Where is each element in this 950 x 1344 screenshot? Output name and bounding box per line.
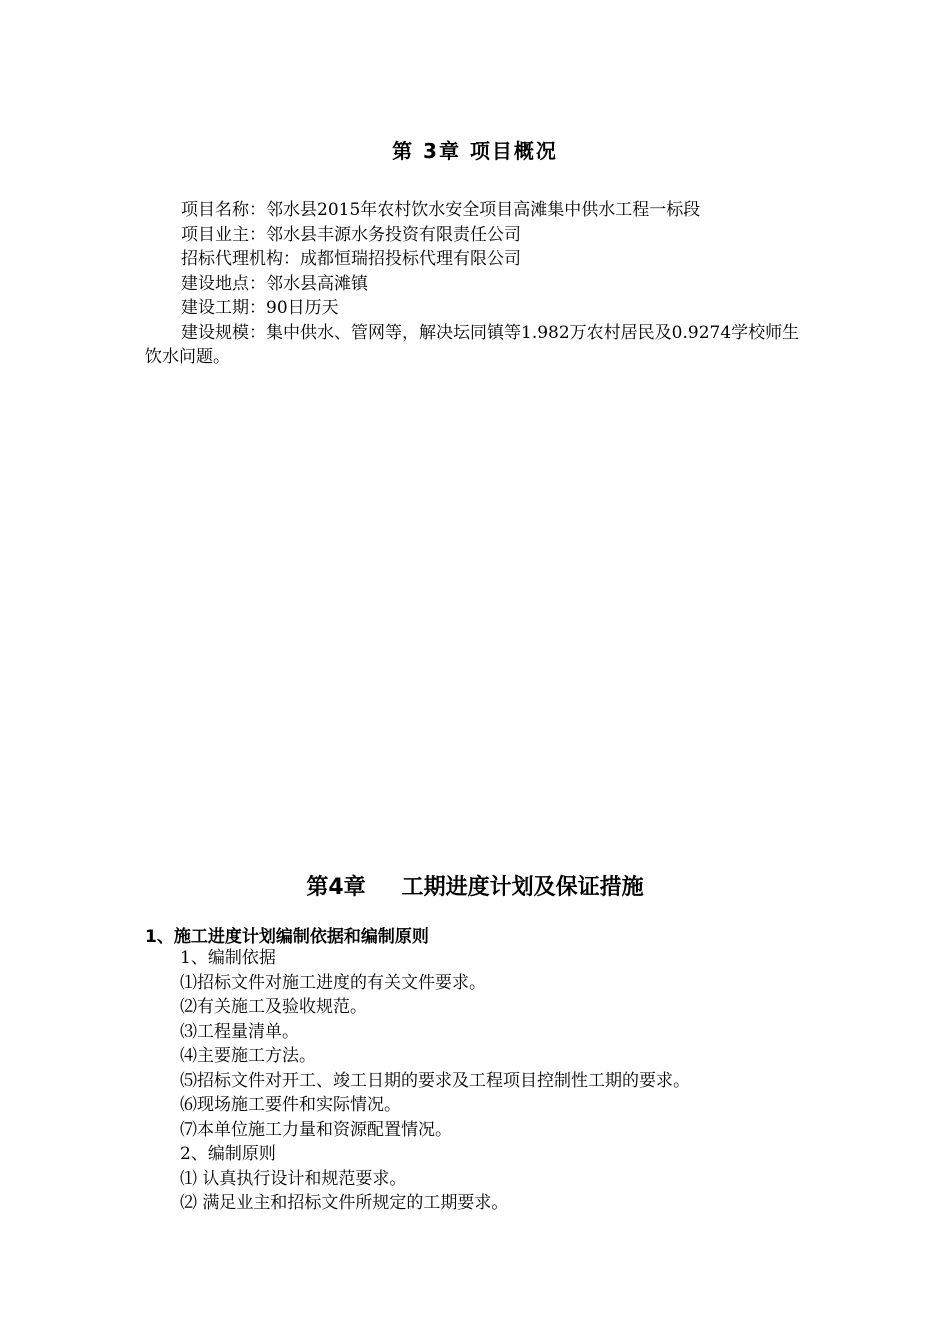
bidding-agent-line: 招标代理机构：成都恒瑞招投标代理有限公司 <box>181 249 521 269</box>
list-item: 2、编制原则 <box>180 1144 276 1164</box>
chapter4-title <box>0 870 950 901</box>
list-item: ⑺本单位施工力量和资源配置情况。 <box>180 1119 452 1140</box>
construction-period-line: 建设工期：90日历天 <box>181 298 339 318</box>
chapter3-title: 第 3章 项目概况 <box>392 139 558 163</box>
project-name-line: 项目名称：邻水县2015年农村饮水安全项目高滩集中供水工程一标段 <box>181 200 701 220</box>
chapter4-title-text: 工期进度计划及保证措施 <box>401 875 644 900</box>
chapter4-number: 第4章 <box>306 875 366 900</box>
list-item: 1、编制依据 <box>180 948 276 968</box>
list-item: ⑵ 满足业主和招标文件所规定的工期要求。 <box>180 1193 509 1213</box>
list-item: ⑹现场施工要件和实际情况。 <box>180 1095 401 1115</box>
list-item: ⑵有关施工及验收规范。 <box>180 997 367 1017</box>
list-item: ⑷主要施工方法。 <box>180 1046 316 1066</box>
section1-heading: 1、施工进度计划编制依据和编制原则 <box>145 927 429 947</box>
chapter4-list <box>180 946 820 1216</box>
list-item: ⑶工程量清单。 <box>180 1021 299 1042</box>
project-owner-line: 项目业主：邻水县丰源水务投资有限责任公司 <box>181 224 521 245</box>
construction-site-line: 建设地点：邻水县高滩镇 <box>181 273 368 294</box>
construction-scale-paragraph: 建设规模：集中供水、管网等，解决坛同镇等1.982万农村居民及0.9274学校师生饮水问题。 <box>145 322 800 367</box>
list-item: ⑸招标文件对开工、竣工日期的要求及工程项目控制性工期的要求。 <box>180 1070 690 1091</box>
list-item: ⑴招标文件对施工进度的有关文件要求。 <box>180 972 486 993</box>
chapter3-body <box>145 198 810 370</box>
list-item: ⑴ 认真执行设计和规范要求。 <box>180 1168 407 1189</box>
